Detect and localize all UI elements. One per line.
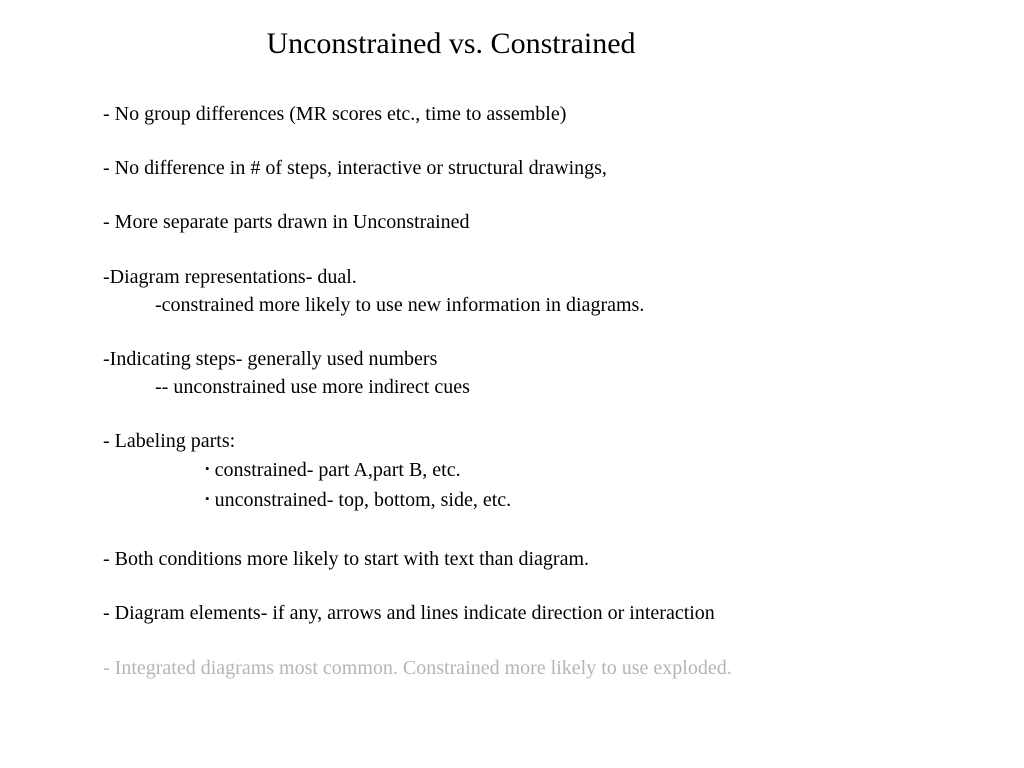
bullet-item-text: constrained- part A,part B, etc.	[214, 459, 461, 481]
subpoint-constrained-new-information: -constrained more likely to use new information in diagrams.	[155, 294, 645, 316]
bullet-item-unconstrained-labels	[205, 486, 511, 513]
point-no-group-differences: - No group differences (MR scores etc., time to assemble)	[103, 103, 567, 125]
point-more-separate-parts: - More separate parts drawn in Unconstrained	[103, 211, 470, 233]
subpoint-unconstrained-indirect-cues: -- unconstrained use more indirect cues	[155, 376, 470, 398]
point-diagram-representations: -Diagram representations- dual.	[103, 266, 357, 288]
bullet-item-text: unconstrained- top, bottom, side, etc.	[214, 489, 512, 511]
point-labeling-parts: - Labeling parts:	[103, 430, 236, 452]
point-diagram-elements: - Diagram elements- if any, arrows and lines indicate direction or interaction	[103, 602, 715, 624]
point-no-difference-steps: - No difference in # of steps, interactive or structural drawings,	[103, 157, 607, 179]
bullet-icon: •	[205, 461, 210, 476]
slide-title: Unconstrained vs. Constrained	[266, 27, 636, 60]
bullet-icon: •	[205, 491, 210, 506]
point-both-conditions-text-first: - Both conditions more likely to start with text than diagram.	[103, 548, 590, 570]
point-integrated-diagrams: - Integrated diagrams most common. Constrained more likely to use exploded.	[103, 657, 732, 679]
point-indicating-steps: -Indicating steps- generally used numbers	[103, 348, 438, 370]
bullet-item-constrained-labels	[205, 456, 461, 483]
